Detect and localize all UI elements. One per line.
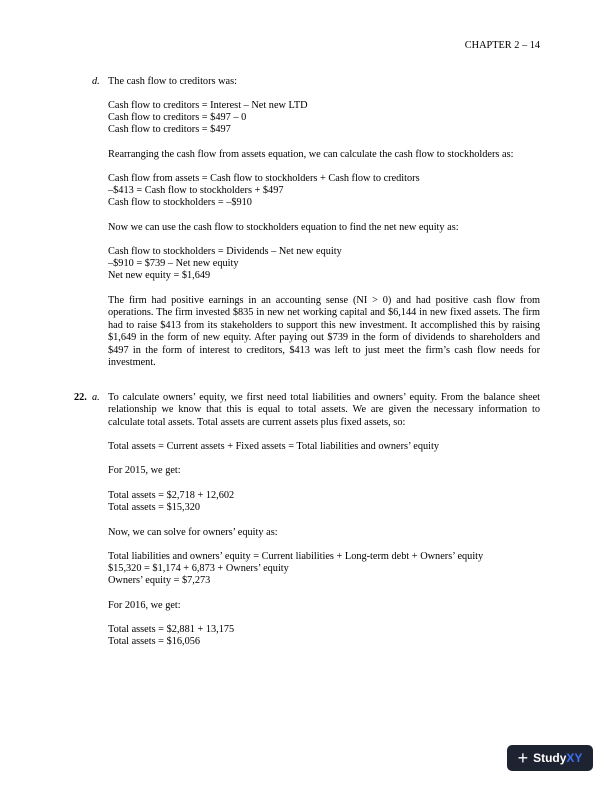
now-text: Now we can use the cash flow to stockholders equation to find the net new equity as: [108, 222, 459, 233]
part-a-marker: a. [92, 392, 100, 403]
ta-2016-line-2: Total assets = $16,056 [108, 636, 201, 647]
cfc-line-3: Cash flow to creditors = $497 [108, 124, 231, 135]
cfs-line-1: Cash flow to stockholders = Dividends – Net new equity [108, 246, 342, 257]
cfc-line-2: Cash flow to creditors = $497 – 0 [108, 112, 247, 123]
part-d-marker: d. [92, 76, 100, 87]
now-solve-text: Now, we can solve for owners’ equity as: [108, 527, 278, 538]
cfc-line-1: Cash flow to creditors = Interest – Net new LTD [108, 100, 308, 111]
ta-2015-line-1: Total assets = $2,718 + 12,602 [108, 490, 235, 501]
logo-name-accent: XY [566, 750, 583, 765]
cfa-line-3: Cash flow to stockholders = –$910 [108, 197, 252, 208]
for-2015-label: For 2015, we get: [108, 465, 181, 476]
rearrange-text: Rearranging the cash flow from assets equation, we can calculate the cash flow to stockholders as: [108, 149, 514, 160]
chapter-header: CHAPTER 2 – 14 [464, 40, 540, 51]
oe-line-1: Total liabilities and owners’ equity = Current liabilities + Long-term debt + Owners’ equity [108, 551, 484, 562]
part-a-intro: To calculate owners’ equity, we first need total liabilities and owners’ equity. From the balance sheet relationship we know that this is equal to total assets. We are given the necessary information to calculate total assets. Total assets are current assets plus fixed assets, so: [108, 392, 540, 428]
oe-line-3: Owners’ equity = $7,273 [108, 575, 211, 586]
ta-2015-line-2: Total assets = $15,320 [108, 502, 201, 513]
cfa-line-1: Cash flow from assets = Cash flow to stockholders + Cash flow to creditors [108, 173, 420, 184]
ta-2016-line-1: Total assets = $2,881 + 13,175 [108, 624, 235, 635]
cfs-line-3: Net new equity = $1,649 [108, 270, 211, 281]
cfa-line-2: –$413 = Cash flow to stockholders + $497 [108, 185, 284, 196]
part-d-intro: The cash flow to creditors was: [108, 76, 237, 87]
total-assets-equation: Total assets = Current assets + Fixed assets = Total liabilities and owners’ equity [108, 441, 440, 452]
for-2016-label: For 2016, we get: [108, 600, 181, 611]
cfs-line-2: –$910 = $739 – Net new equity [108, 258, 239, 269]
logo-name-main: Study [533, 750, 567, 765]
problem-22-number: 22. [74, 392, 87, 403]
studyxy-logo [507, 745, 593, 771]
plus-icon: + [517, 748, 529, 768]
oe-line-2: $15,320 = $1,174 + 6,873 + Owners’ equity [108, 563, 289, 574]
summary-paragraph: The firm had positive earnings in an accounting sense (NI > 0) and had positive cash flow from operations. The firm invested $835 in new net working capital and $6,144 in new fixed assets. The firm had to raise $413 from its stakeholders to support this new investment. It accomplished this by raising $1,649 in the form of new equity. After paying out $739 in the form of dividends to shareholders and $497 in the form of interest to creditors, $413 was left to just meet the firm’s cash flow needs for investment. [108, 295, 540, 369]
